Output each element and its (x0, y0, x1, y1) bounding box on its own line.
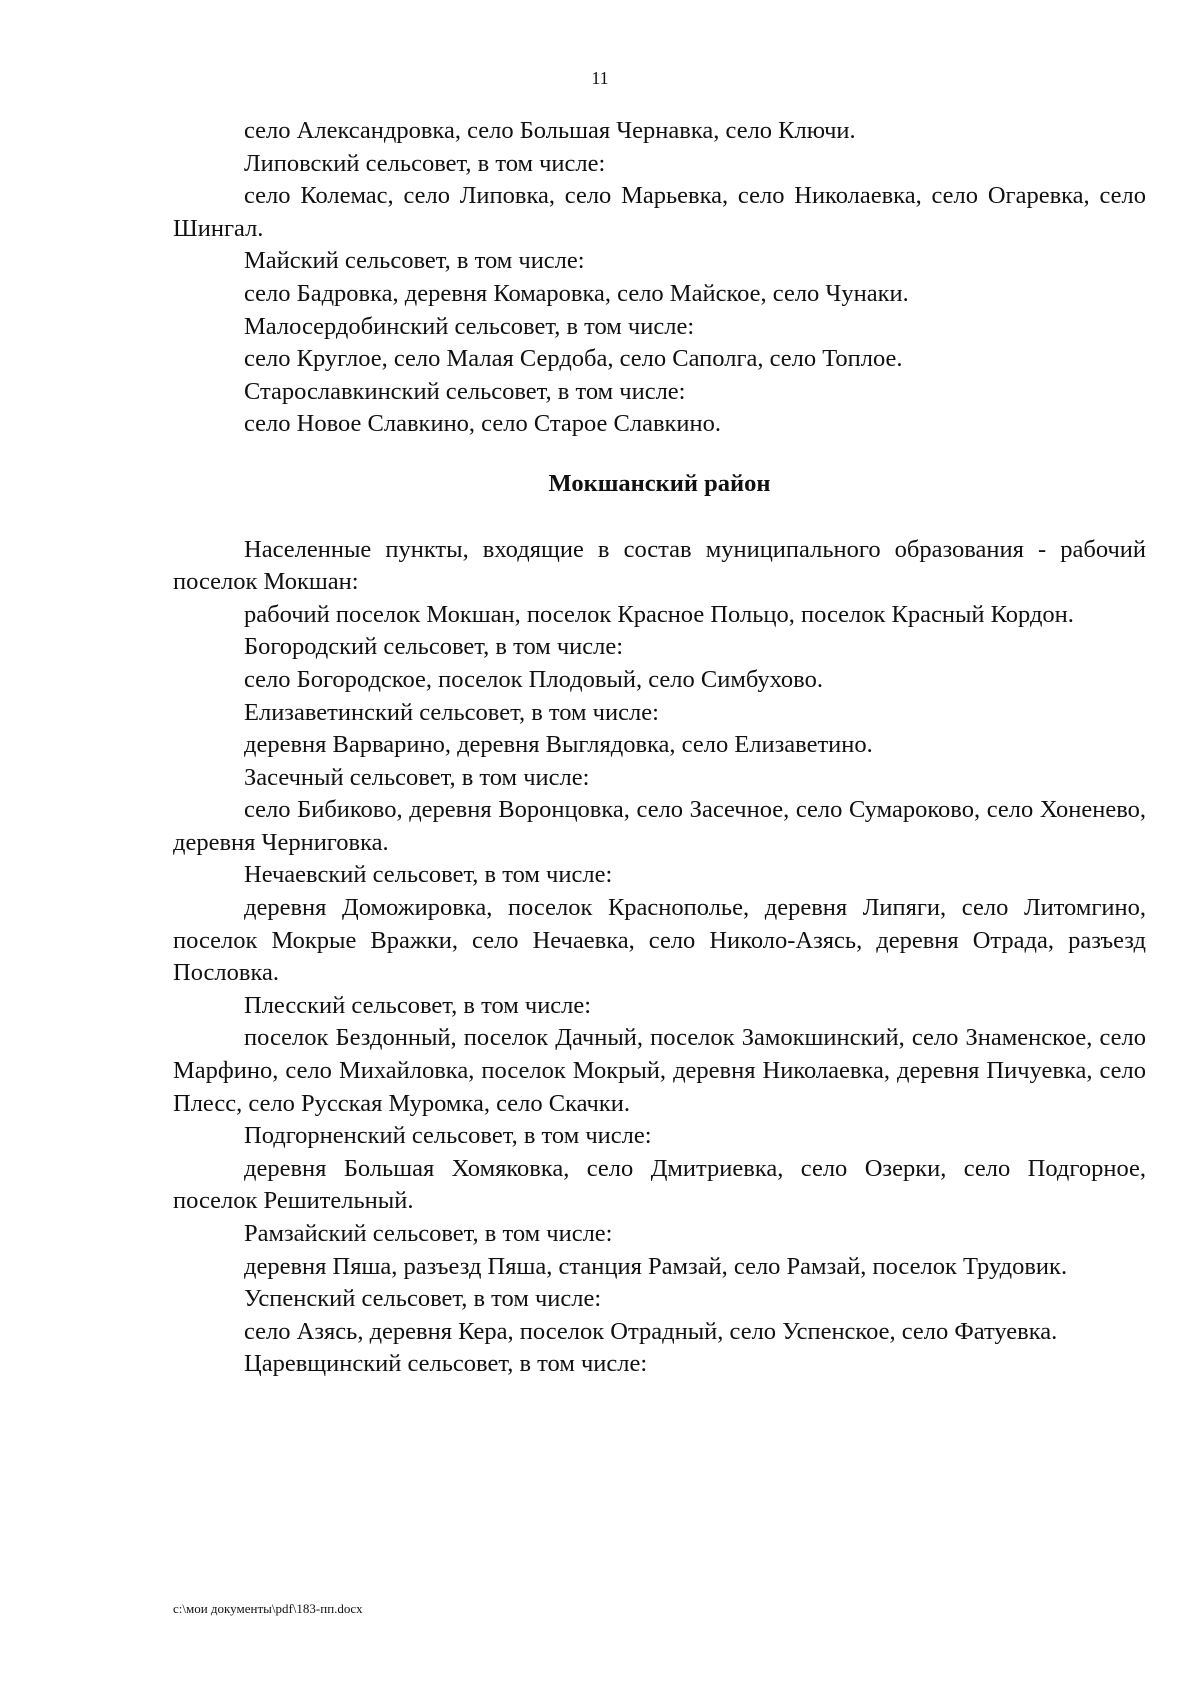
paragraph: Подгорненский сельсовет, в том числе: (244, 1122, 652, 1150)
paragraph: Засечный сельсовет, в том числе: (244, 763, 590, 791)
paragraph: Елизаветинский сельсовет, в том числе: (244, 698, 659, 726)
paragraph: Царевщинский сельсовет, в том числе: (244, 1350, 648, 1378)
section-heading: Мокшанский район (548, 469, 771, 497)
footer-file-path: c:\мои документы\pdf\183-пп.docx (173, 1601, 363, 1616)
paragraph: село Александровка, село Большая Чернавка, село Ключи. (244, 117, 856, 144)
paragraph: село Азясь, деревня Кера, поселок Отрадный, село Успенское, село Фатуевка. (244, 1317, 1058, 1345)
paragraph: Рамзайский сельсовет, в том числе: (244, 1220, 613, 1247)
paragraph: Населенные пункты, входящие в состав муниципального образования - рабочий поселок Мокшан: (173, 535, 1146, 596)
paragraph: село Бадровка, деревня Комаровка, село Майское, село Чунаки. (244, 279, 909, 307)
paragraph: село Колемас, село Липовка, село Марьевка, село Николаевка, село Огаревка, село Шингал. (173, 182, 1146, 242)
document-body (173, 115, 1146, 1381)
page-number: 11 (591, 68, 609, 88)
paragraph: Богородский сельсовет, в том числе: (244, 633, 624, 661)
paragraph: поселок Бездонный, поселок Дачный, поселок Замокшинский, село Знаменское, село Марфино, село Михайловка, поселок Мокрый, деревня Николаевка, деревня Пичуевка, село Плесс, село Русская Муромка, село Скачки. (173, 1024, 1146, 1117)
paragraph: Старославкинский сельсовет, в том числе: (244, 377, 686, 405)
paragraph: Успенский сельсовет, в том числе: (244, 1285, 602, 1313)
paragraph: село Бибиково, деревня Воронцовка, село Засечное, село Сумароково, село Хоненево, деревня Черниговка. (173, 796, 1146, 856)
paragraph: деревня Большая Хомяковка, село Дмитриевка, село Озерки, село Подгорное, поселок Решительный. (173, 1154, 1146, 1215)
paragraph: Плесский сельсовет, в том числе: (244, 991, 592, 1019)
paragraph: село Богородское, поселок Плодовый, село Симбухово. (244, 665, 823, 693)
paragraph: деревня Пяша, разъезд Пяша, станция Рамзай, село Рамзай, поселок Трудовик. (244, 1252, 1068, 1280)
paragraph: Майский сельсовет, в том числе: (244, 247, 585, 275)
paragraph: Малосердобинский сельсовет, в том числе: (244, 312, 695, 340)
paragraph: Липовский сельсовет, в том числе: (244, 149, 606, 177)
paragraph: село Круглое, село Малая Сердоба, село Саполга, село Топлое. (244, 345, 903, 373)
paragraph: село Новое Славкино, село Старое Славкино. (244, 410, 722, 438)
paragraph: деревня Варварино, деревня Выглядовка, село Елизаветино. (244, 731, 873, 759)
paragraph: Нечаевский сельсовет, в том числе: (244, 861, 613, 889)
paragraph: рабочий поселок Мокшан, поселок Красное Польцо, поселок Красный Кордон. (244, 600, 1074, 628)
paragraph: деревня Доможировка, поселок Краснополье, деревня Липяги, село Литомгино, поселок Мокрые Вражки, село Нечаевка, село Николо-Азясь, деревня Отрада, разъезд Пословка. (173, 894, 1146, 987)
